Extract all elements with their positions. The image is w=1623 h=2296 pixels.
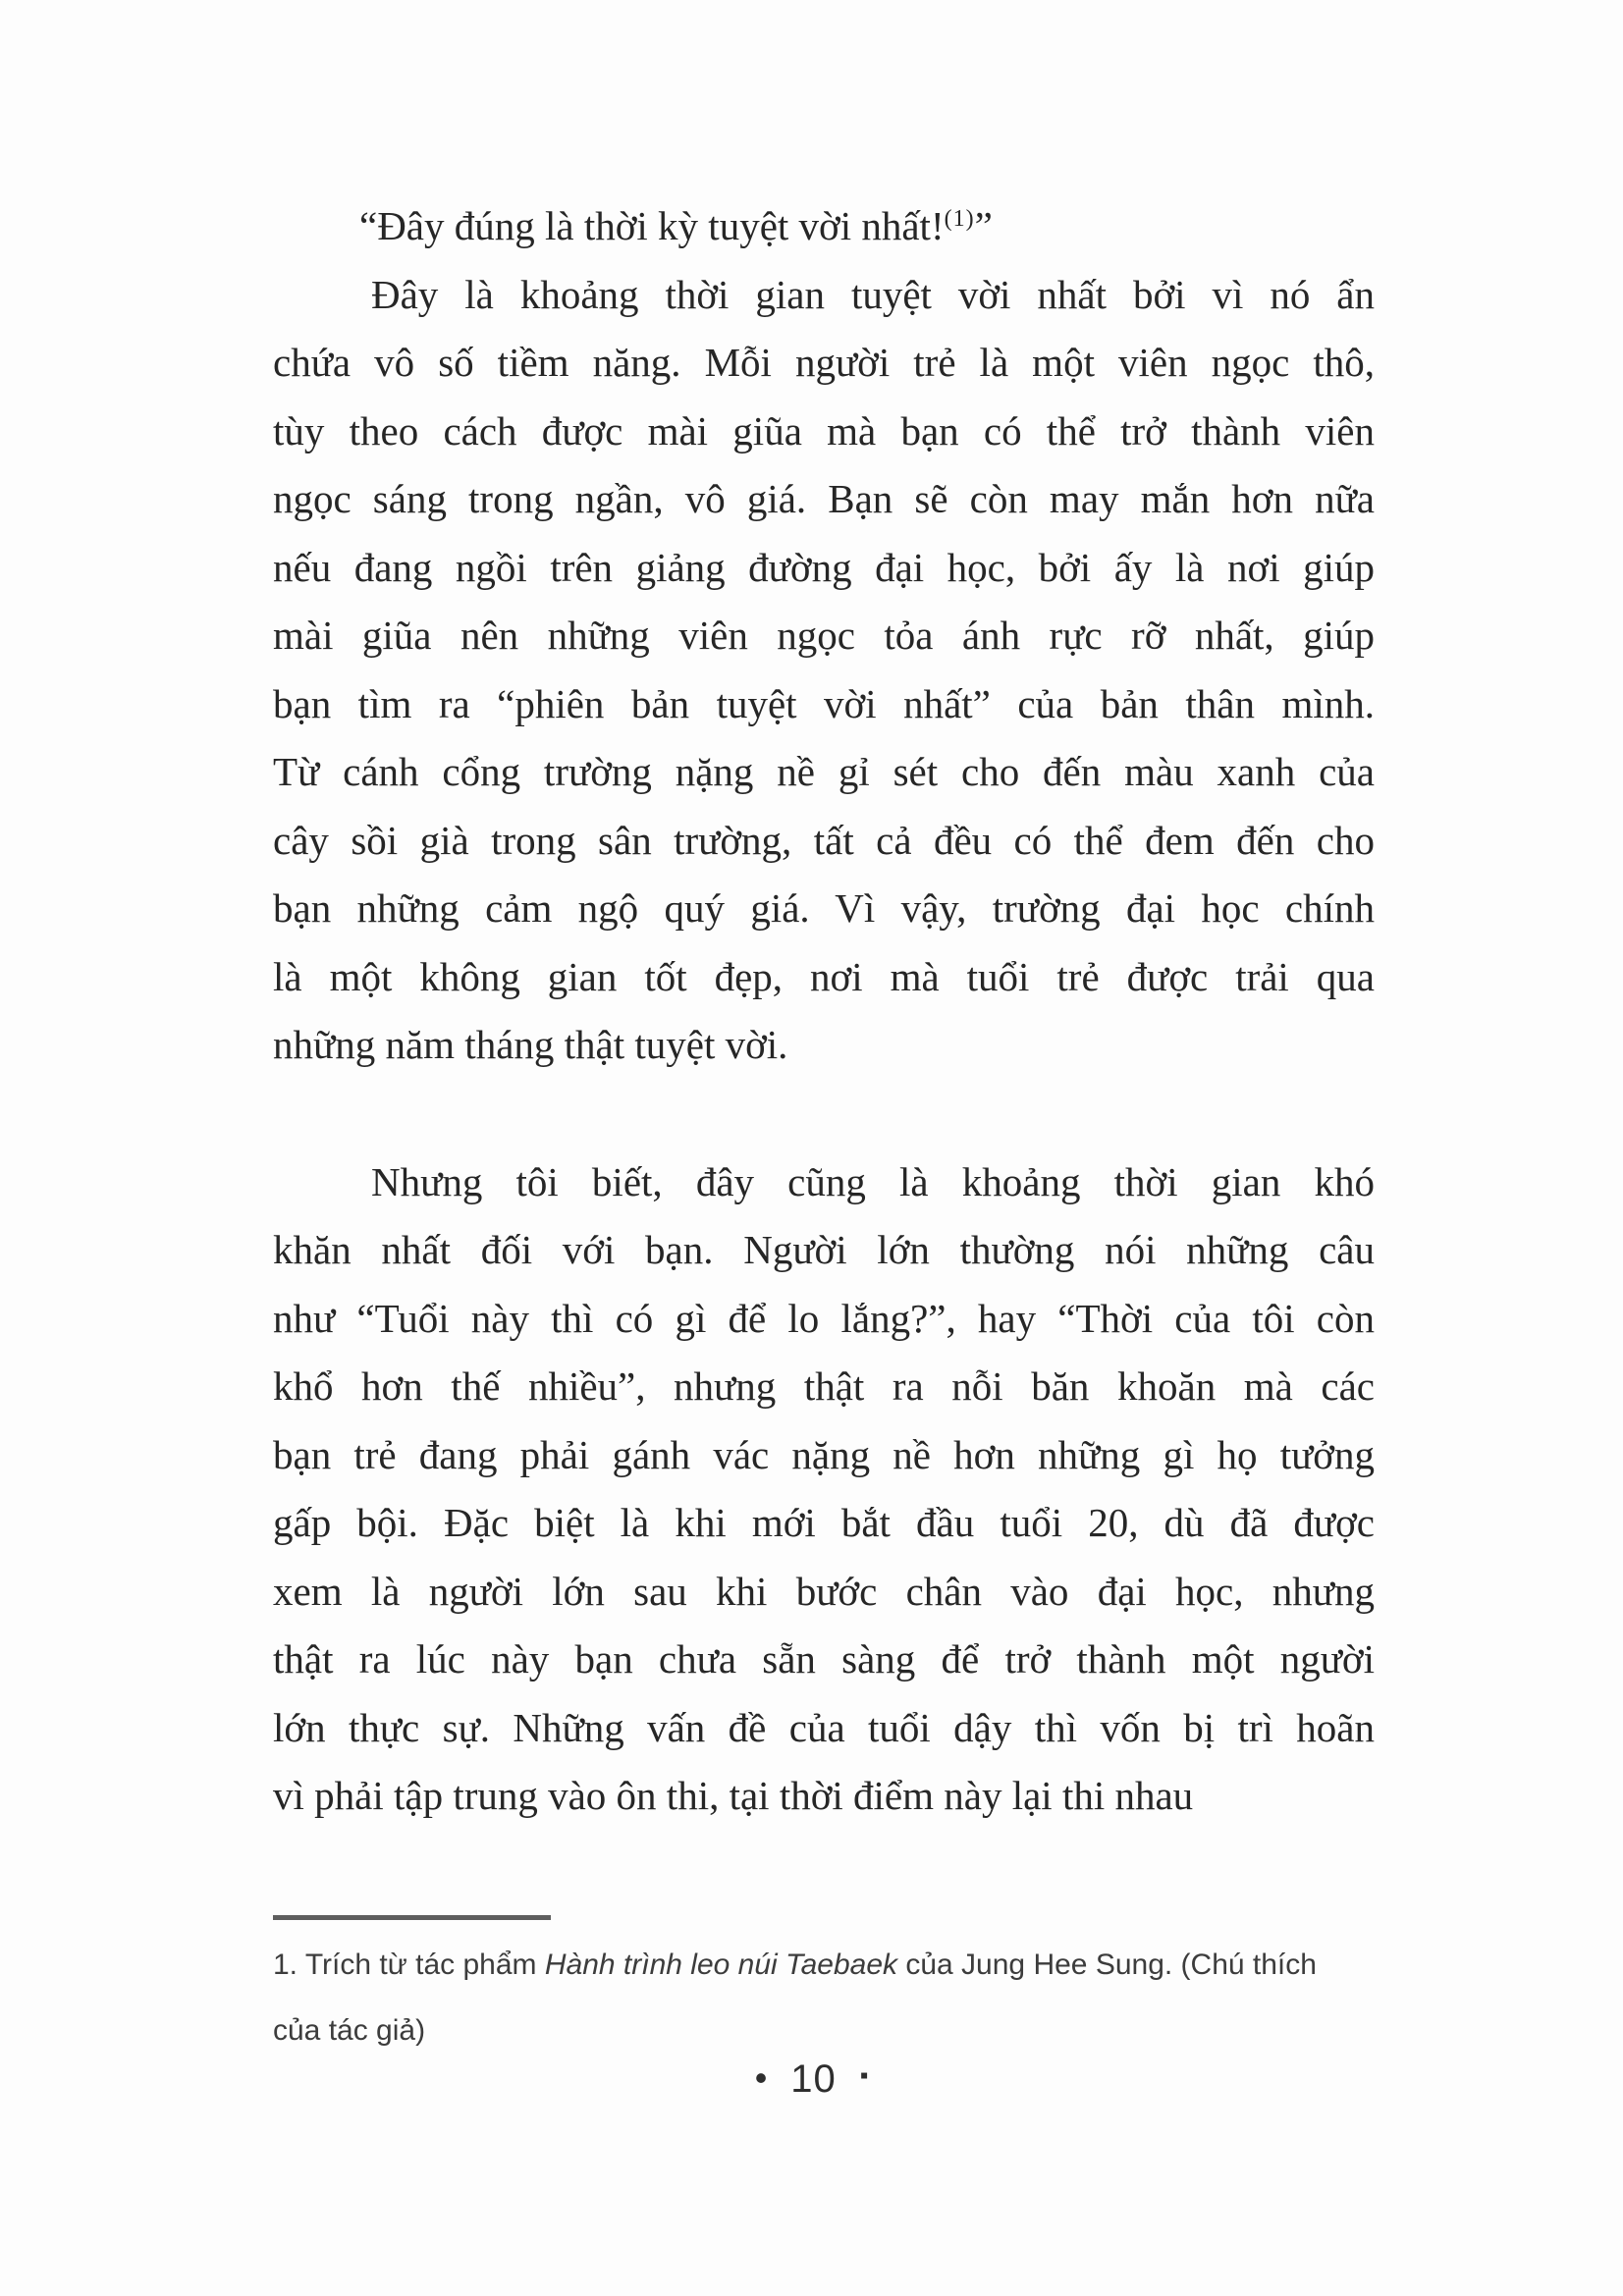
- footnote-text-end: của Jung Hee Sung. (Chú thích: [897, 1949, 1317, 1981]
- text-line: vì phải tập trung vào ôn thi, tại thời điểm này lại thi nhau: [273, 1773, 1194, 1818]
- paragraph: [273, 261, 1375, 1080]
- page-footer: [0, 2057, 1623, 2102]
- footer-dot-right: ▪: [859, 2062, 869, 2089]
- text-line: chứa vô số tiềm năng. Mỗi người trẻ là một viên ngọc thô,: [273, 340, 1375, 385]
- footnote: [273, 1932, 1382, 2063]
- text-line: bạn tìm ra “phiên bản tuyệt vời nhất” của bản thân mình.: [273, 680, 1375, 726]
- page-number: 10: [790, 2057, 837, 2101]
- footer-dot-left: •: [754, 2057, 768, 2098]
- paragraph: [273, 1148, 1375, 1831]
- footnote-book-title: Hành trình leo núi Taebaek: [544, 1949, 898, 1981]
- text-line: bạn những cảm ngộ quý giá. Vì vậy, trường đại học chính: [273, 885, 1375, 931]
- footnote-line: [273, 1932, 1382, 1998]
- text-line: mài giũa nên những viên ngọc tỏa ánh rực rỡ nhất, giúp: [273, 613, 1375, 658]
- text-line: Từ cánh cổng trường nặng nề gỉ sét cho đến màu xanh của: [273, 749, 1375, 794]
- text-line: tùy theo cách được mài giũa mà bạn có thể trở thành viên: [273, 407, 1375, 454]
- text-line: thật ra lúc này bạn chưa sẵn sàng để trở thành một người: [273, 1636, 1375, 1682]
- text-line: nếu đang ngồi trên giảng đường đại học, bởi ấy là nơi giúp: [273, 544, 1375, 590]
- footnote-text-start: 1. Trích từ tác phẩm: [273, 1949, 545, 1981]
- body-text: [273, 192, 1375, 1831]
- text-line: khăn nhất đối với bạn. Người lớn thường nói những câu: [273, 1227, 1375, 1272]
- text-line: bạn trẻ đang phải gánh vác nặng nề hơn những gì họ tưởng: [273, 1431, 1375, 1477]
- quote-text: “Đây đúng là thời kỳ tuyệt vời nhất!: [359, 203, 945, 248]
- footnote-line: của tác giả): [273, 2014, 426, 2047]
- footnote-marker: (1): [944, 206, 975, 232]
- text-line: cây sồi già trong sân trường, tất cả đều có thể đem đến cho: [273, 817, 1375, 863]
- text-line: là một không gian tốt đẹp, nơi mà tuổi trẻ được trải qua: [273, 953, 1375, 999]
- paragraphs-container: [273, 261, 1375, 1831]
- quote-paragraph: [273, 192, 1375, 261]
- text-line: những năm tháng thật tuyệt vời.: [273, 1022, 788, 1067]
- text-line: gấp bội. Đặc biệt là khi mới bắt đầu tuổi 20, dù đã được: [273, 1500, 1375, 1545]
- quote-closing-mark: ”: [974, 203, 993, 248]
- text-line: như “Tuổi này thì có gì để lo lắng?”, hay “Thời của tôi còn: [273, 1295, 1375, 1341]
- text-line: Đây là khoảng thời gian tuyệt vời nhất bởi vì nó ẩn: [371, 271, 1375, 317]
- footnote-separator-rule: [273, 1915, 551, 1920]
- text-line: lớn thực sự. Những vấn đề của tuổi dậy thì vốn bị trì hoãn: [273, 1704, 1375, 1750]
- text-line: Nhưng tôi biết, đây cũng là khoảng thời gian khó: [371, 1158, 1375, 1204]
- text-line: khổ hơn thế nhiều”, nhưng thật ra nỗi băn khoăn mà các: [273, 1363, 1375, 1409]
- text-line: xem là người lớn sau khi bước chân vào đại học, nhưng: [273, 1568, 1375, 1614]
- text-line: ngọc sáng trong ngần, vô giá. Bạn sẽ còn may mắn hơn nữa: [273, 476, 1375, 521]
